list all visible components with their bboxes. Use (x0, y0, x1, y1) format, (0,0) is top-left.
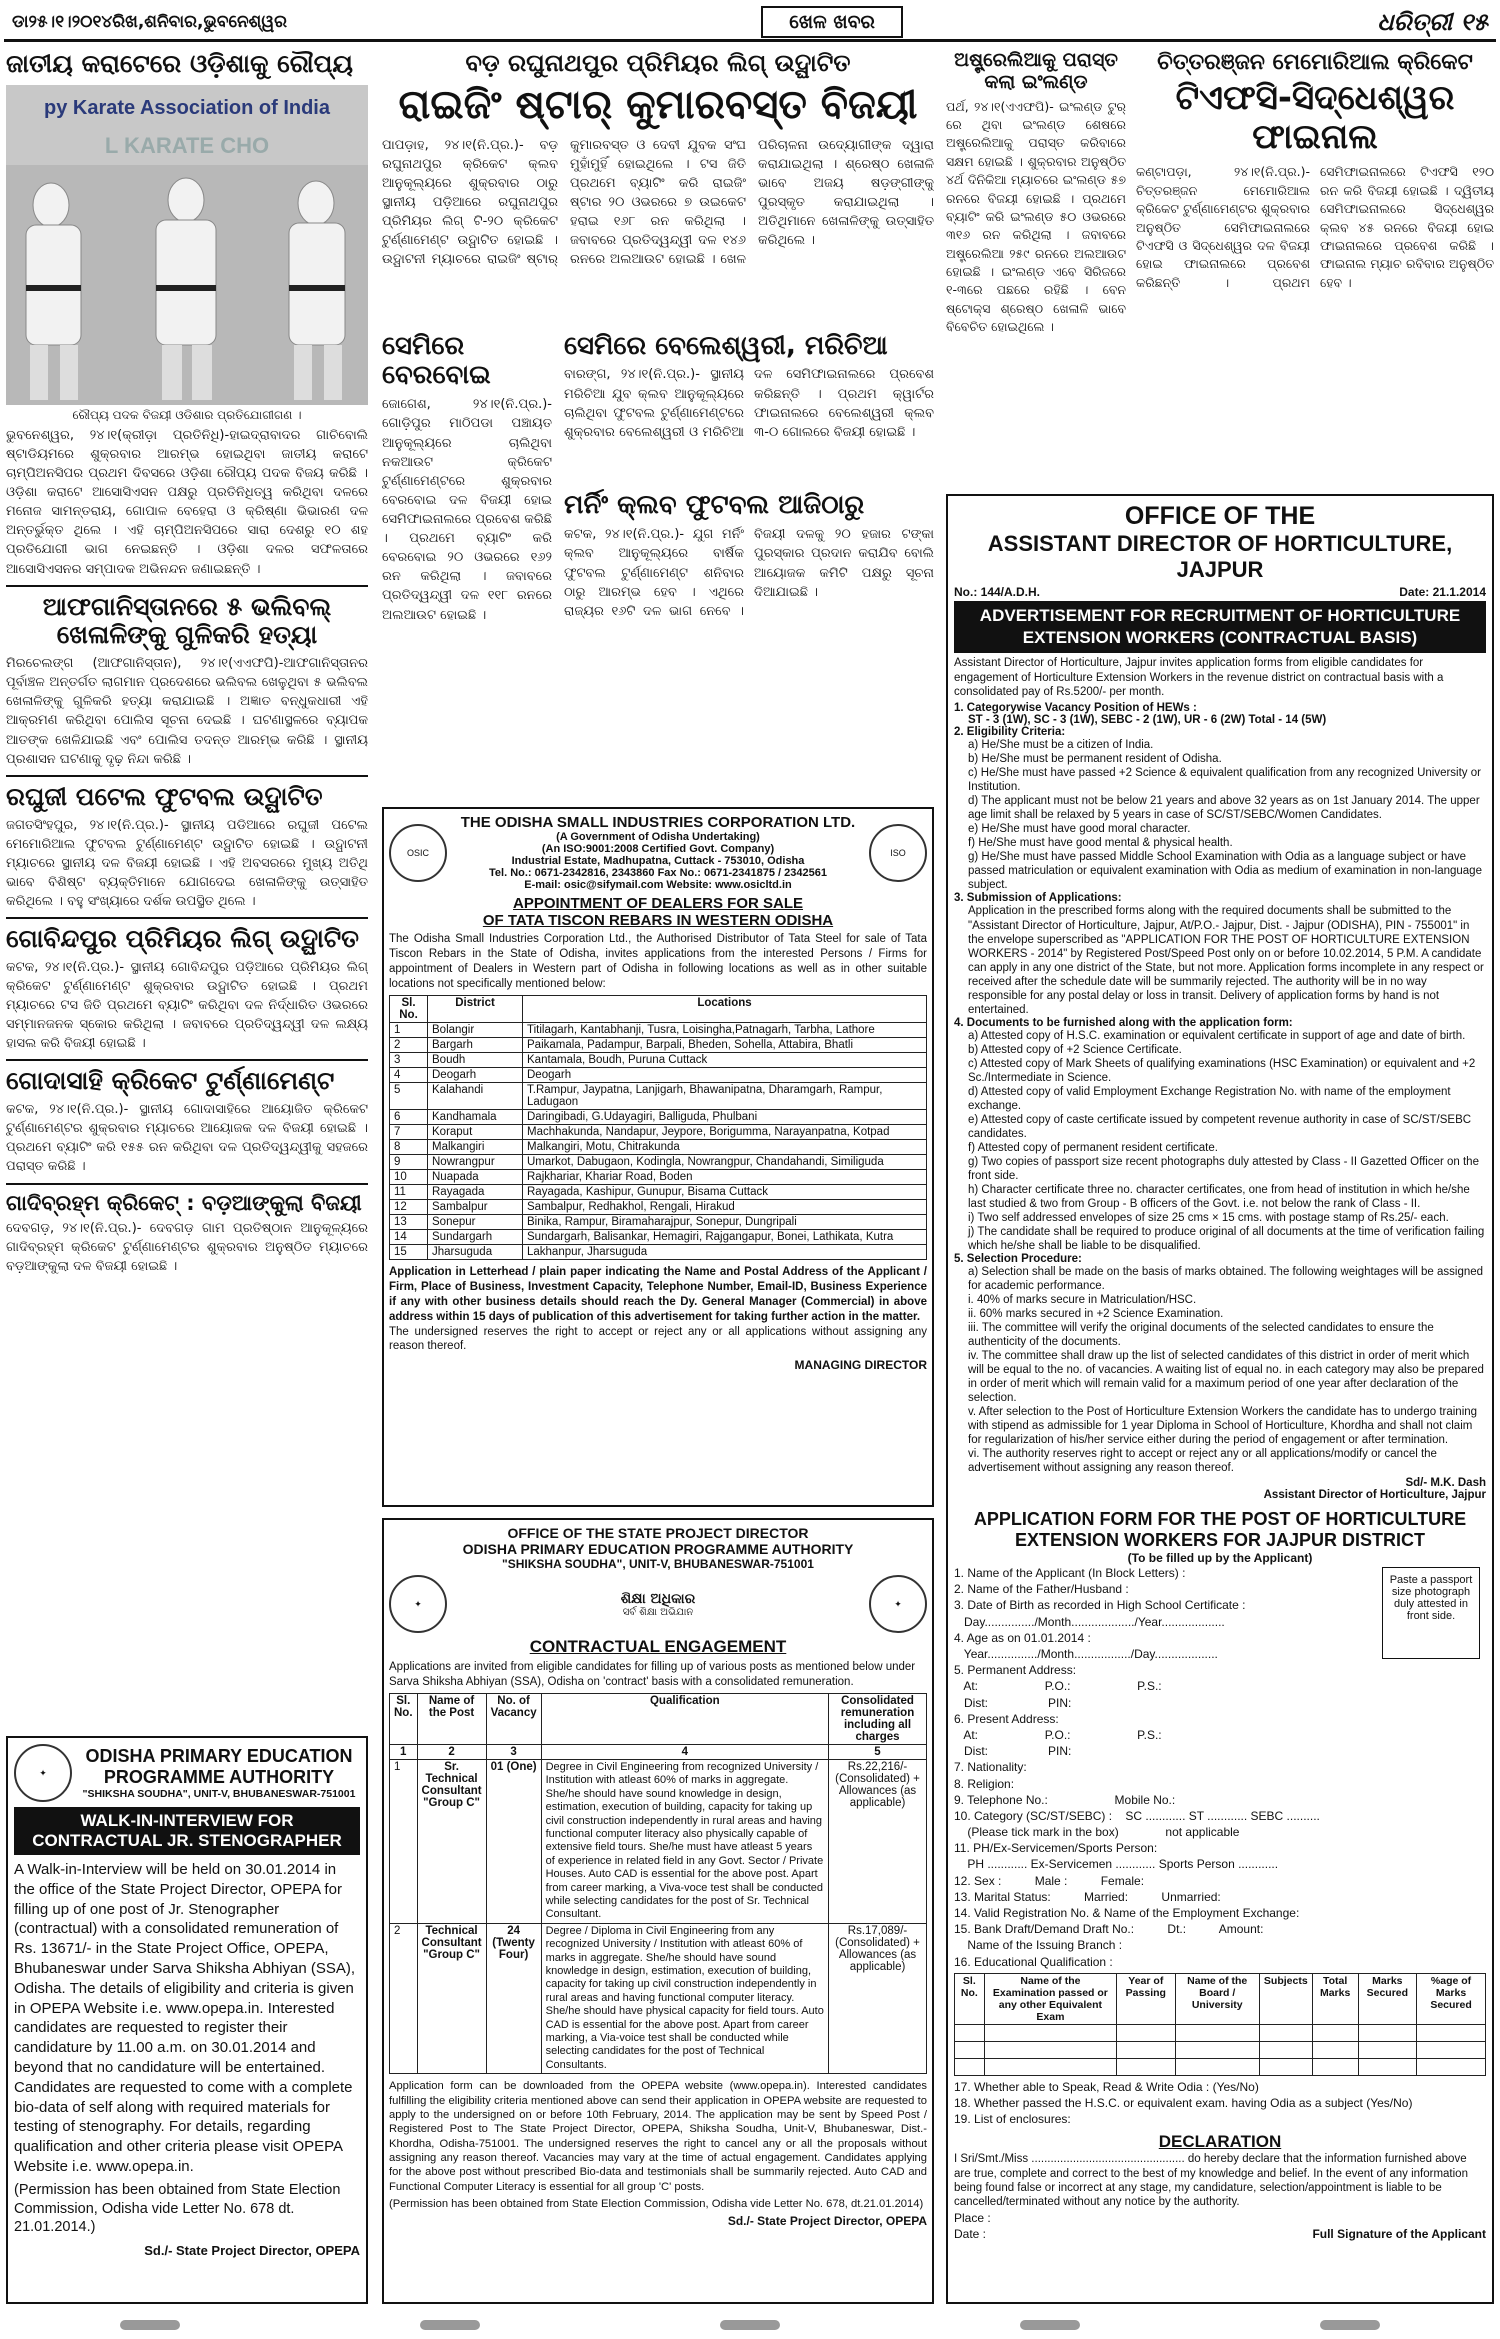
osic-cell-sl: 11 (390, 1184, 428, 1199)
opepa-contract-signature: Sd./- State Project Director, OPEPA (727, 2214, 927, 2229)
post-pay: Rs.17,089/- (Consolidated) + Allowances (as applicable) (829, 1923, 927, 2073)
chitta-kicker: ଚିତ୍ତରଞ୍ଜନ ମେମୋରିଆଲ କ୍ରିକେଟ (1157, 50, 1473, 75)
register-mark (120, 2320, 180, 2330)
table-row (390, 1082, 927, 1109)
form-field: 14. Valid Registration No. & Name of the Employment Exchange: (954, 1906, 1300, 1921)
osic-cell-district: Nowrangpur (428, 1154, 523, 1169)
horti-ref-no: No.: 144/A.D.H. (954, 585, 1041, 599)
osic-cell-locations: Rajkhariar, Khariar Road, Boden (523, 1169, 927, 1184)
list-item: f) He/She must have good mental & physical health. (968, 837, 1233, 850)
form-field: 5. Permanent Address: (954, 1663, 1077, 1678)
osic-cell-sl: 5 (390, 1082, 428, 1109)
osic-address: Industrial Estate, Madhupatna, Cuttack - 753010, Odisha (511, 855, 805, 867)
post-vacancy: 24 (Twenty Four) (486, 1923, 541, 2073)
table-row (390, 1109, 927, 1124)
table-row (390, 1169, 927, 1184)
opepa-contract-intro: Applications are invited from eligible candidates for filling up of various posts as mentioned below under Sarva Shiksha Abhiyan (SSA), Odisha on 'contract' basis with a consolidated remuneration. (389, 1661, 916, 1688)
osic-cell-district: Deogarh (428, 1067, 523, 1082)
opepa-walkin-title-1: ODISHA PRIMARY EDUCATION (85, 1746, 353, 1766)
form-field: 16. Educational Qualification : (954, 1954, 1113, 1969)
osic-col-district: District (428, 995, 523, 1022)
osic-cell-locations: Lakhanpur, Jharsuguda (523, 1244, 927, 1259)
opepa-seal-icon-2: ✦ (869, 1575, 927, 1633)
middle-column (382, 50, 934, 2308)
opepa-walkin-signature: Sd./- State Project Director, OPEPA (144, 2243, 360, 2259)
horti-s3-text: Application in the prescribed forms along with the required documents shall be submitted to the "Assistant Director of Horticulture, Jajpur, At/P.O.- Jajpur, Dist. - Jajpur (ODISHA), PIN - 755001" in the envelope superscribed as "APPLICATION FOR THE POST OF HORTICULTURE EXTENSION WORKERS - 2014" by Registered Post/Speed Post only on or before 10.02.2014, 5 P.M. A candidate can apply in any one district of the State, but not more. Application forms incomplete in any respect or received after the schedule date will be summarily rejected. The authority will be in no way responsible for any postal delay or loss in transit. Delivery of application forms by hand is not entertained. (968, 905, 1484, 1016)
horti-sig-1: Sd/- M.K. Dash (1405, 1477, 1486, 1490)
index-cell: 5 (829, 1744, 927, 1759)
form-field: Day.............../Month.................../Year................... (954, 1614, 1225, 1629)
osic-cell-sl: 4 (390, 1067, 428, 1082)
edu-col-header: Subjects (1259, 1973, 1312, 2024)
raghuji-headline: ରଘୁଜୀ ପଟେଲ ଫୁଟବଲ ଉଦ୍ଘାଟିତ (6, 781, 323, 811)
masthead (4, 4, 1496, 42)
osic-cell-district: Sambalpur (428, 1199, 523, 1214)
form-title-2: EXTENSION WORKERS FOR JAJPUR DISTRICT (1014, 1530, 1426, 1551)
post-name: Technical Consultant "Group C" (417, 1923, 486, 2073)
gadibrahma-body: ଦେବଗଡ଼, ୨୪।୧(ନି.ପ୍ର.)- ଦେବଗଡ଼ ଗାମ ପ୍ରତିଷ୍ଠାନ ଆନୁକୂଳ୍ୟରେ ଗାଦିବ୍ରହ୍ମ କ୍ରିକେଟ ଟୁର୍ଣ୍ଣାମେଣ୍ଟର ଶୁକ୍ରବାର ଅନୁଷ୍ଠିତ ମ୍ୟାଚରେ ବଡ଼ଆଙ୍କୁଲା ଦଳ ବିଜୟୀ ହୋଇଛି । (6, 1220, 368, 1274)
photo-banner-2: L KARATE CHO (104, 132, 270, 158)
osic-col-sl: Sl. No. (390, 995, 428, 1022)
post-name: Sr. Technical Consultant "Group C" (417, 1759, 486, 1923)
form-field: At: P.O.: P.S.: (954, 1679, 1162, 1694)
chitta-headline: ଟିଏଫସି-ସିଦ୍ଧେଶ୍ୱର ଫାଇନାଲ (1175, 78, 1455, 158)
osic-cell-sl: 1 (390, 1022, 428, 1037)
register-mark (420, 2320, 480, 2330)
table-row (955, 2041, 1486, 2058)
godasahi-headline: ଗୋଦାସାହି କ୍ରିକେଟ ଟୁର୍ଣ୍ଣାମେଣ୍ଟ (6, 1066, 335, 1096)
form-field: Dist: PIN: (954, 1744, 1072, 1759)
osic-iso: (An ISO:9001:2008 Certified Govt. Company) (541, 843, 775, 855)
form-field: 8. Religion: (954, 1776, 1015, 1791)
post-qualification: Degree in Civil Engineering from recognized University / Institution with atleast 60% of marks in aggregate. She/he should have sound knowledge in design, estimation, execution of building, capacity for taking up civil construction independently in rural areas and having functional computer literacy also physically capable of extensive field tours. She/he must have atleast 5 years of experience in related field in any Govt. Sector / Private Houses. Auto CAD is essential for the above post. Apart from career marking, a Viva-voce test shall be conducted while selecting candidates for the post of Sr. Technical Consultant. (541, 1759, 828, 1923)
table-row (390, 1923, 927, 2073)
osic-cell-district: Sundargarh (428, 1229, 523, 1244)
osic-cell-district: Koraput (428, 1124, 523, 1139)
opepa-contract-title-1: OFFICE OF THE STATE PROJECT DIRECTOR (507, 1525, 809, 1541)
form-field: 10. Category (SC/ST/SEBC) : SC ............ ST ............ SEBC .......... (954, 1808, 1320, 1823)
list-item: iv. The committee shall draw up the list of selected candidates of this district in order of merit which will be equal to the no. of vacancies. A waiting list of equal no. in each category may also be prepared in order of merit which will remain valid for a maximum period of one year after declaration of the selection. (968, 1349, 1484, 1404)
table-row (390, 1199, 927, 1214)
question-17: 17. Whether able to Speak, Read & Write Odia : (Yes/No) (954, 2079, 1259, 2094)
form-field: Dist: PIN: (954, 1695, 1072, 1710)
afghan-body: ମିରଚେଲଙ୍ଗ (ଆଫଗାନିସ୍ତାନ), ୨୪।୧(ଏଏଫପି)-ଆଫଗାନିସ୍ତାନର ପୂର୍ବାଞ୍ଚଳ ଅନ୍ତର୍ଗତ ଲାଗମାନ ପ୍ରଦେଶରେ ଭଲିବଲ ଖେଳୁଥିବା ୫ ଭଲିବଲ ଖେଳାଳିଙ୍କୁ ଗୁଳିକରି ହତ୍ୟା କରାଯାଇଛି । ଅଜ୍ଞାତ ବନ୍ଧୁକଧାରୀ ଏହି ଆକ୍ରମଣ କରିଥିବା ପୋଲିସ ସୂଚନା ଦେଇଛି । ଘଟଣାସ୍ଥଳରେ ବ୍ୟାପକ ଆତଙ୍କ ଖେଳିଯାଇଛି ଏବଂ ପୋଲିସ ତଦନ୍ତ ଆରମ୍ଭ କରିଛି । ସ୍ଥାନୀୟ ପ୍ରଶାସନ ଘଟଣାକୁ ଦୃଢ଼ ନିନ୍ଦା କରିଛି । (6, 656, 368, 767)
osic-logo-icon: OSIC (389, 824, 447, 882)
form-field: 15. Bank Draft/Demand Draft No.: Dt.: Amount: (954, 1922, 1264, 1937)
horti-sig-2: Assistant Director of Horticulture, Jajpur (1263, 1489, 1486, 1502)
afghan-headline: ଆଫଗାନିସ୍ତାନରେ ୫ ଭଲିବଲ୍ ଖେଳାଳିଙ୍କୁ ଗୁଳିକରି ହତ୍ୟା (42, 591, 332, 650)
osic-cell-sl: 15 (390, 1244, 428, 1259)
raghunathpur-body: ପାପଡ଼ାହ, ୨୪।୧(ନି.ପ୍ର.)- ବଡ଼ ରଘୁନାଥପୁର କ୍ରିକେଟ କ୍ଲବ ଆନୁକୂଲ୍ୟରେ ଶୁକ୍ରବାର ଠାରୁ ସ୍ଥାନୀୟ ପଡ଼ିଆରେ ରଘୁନାଥପୁର ପ୍ରିମିୟର ଲିଗ୍ ଟି-୨୦ କ୍ରିକେଟ ଟୁର୍ଣ୍ଣାମେଣ୍ଟ ଉଦ୍ଘାଟିତ ହୋଇଛି । ଉଦ୍ଘାଟନୀ ମ୍ୟାଚରେ ରାଇଜିଂ ଷ୍ଟାର୍ କୁମାରବସ୍ତ ଓ ଦେବୀ ଯୁବକ ସଂଘ ମୁହାଁମୁହିଁ ହୋଇଥିଲେ । ଟସ ଜିତି ପ୍ରଥମେ ବ୍ୟାଟିଂ କରି ରାଇଜିଂ ଷ୍ଟାର ୨୦ ଓଭରରେ ୭ ଉଇକେଟ ହରାଇ ୧୬୮ ରନ କରିଥିଲା । ଜବାବରେ ପ୍ରତିଦ୍ୱନ୍ଦ୍ୱୀ ଦଳ ୧୪୬ ରନରେ ଅଲଆଉଟ ହୋଇଛି । ଖେଳ ପରିଚାଳନା ଉଦ୍ୟୋଗୀଙ୍କ ଦ୍ୱାରା କରାଯାଇଥିଲା । ଶ୍ରେଷ୍ଠ ଖେଳାଳି ଭାବେ ଅଜୟ ଷଡ଼ଙ୍ଗୀଙ୍କୁ ପୁରସ୍କୃତ କରାଯାଇଥିଲା । ଅତିଥିମାନେ ଖେଳାଳିଙ୍କୁ ଉତ୍ସାହିତ କରିଥିଲେ । (382, 137, 934, 268)
osic-cell-district: Bargarh (428, 1037, 523, 1052)
form-field: Year.............../Month................./Day................... (954, 1647, 1218, 1662)
osic-cell-locations: Malkangiri, Motu, Chitrakunda (523, 1139, 927, 1154)
form-field: PH ............ Ex-Servicemen ............ Sports Person ............ (954, 1857, 1279, 1872)
semi-berboi-headline: ସେମିରେ ବେରବୋଇ (382, 330, 491, 391)
osic-cell-district: Malkangiri (428, 1139, 523, 1154)
table-row (390, 1759, 927, 1923)
karate-body: ଭୁବନେଶ୍ୱର, ୨୪।୧(କ୍ରୀଡ଼ା ପ୍ରତିନିଧି)-ହାଇଦ୍ରାବାଦର ଗାଚିବୋଲି ଷ୍ଟାଡିୟମରେ ଶୁକ୍ରବାର ଆରମ୍ଭ ହୋଇଥିବା ଜାତୀୟ କରାଟେ ଚାମ୍ପିଅନସିପର ପ୍ରଥମ ଦିବସରେ ଓଡ଼ିଶା ରୌପ୍ୟ ପଦକ ବିଜୟ କରିଛି । ଓଡ଼ିଶା କରାଟେ ଆସୋସିଏସନ ପକ୍ଷରୁ ପ୍ରତିନିଧିତ୍ୱ କରିଥିବା ଦଳରେ ମନୋଜ ସାମନ୍ତରାୟ, ଗୋପାଳ ବେହେରା ଓ କ୍ରିଷ୍ଣା ଭିଭାରଣ ଦଳ ଅନ୍ତର୍ଭୁକ୍ତ ଥିଲେ । ଏହି ଚାମ୍ପିଅନସିପରେ ସାରା ଦେଶରୁ ୧୦ ଶହ ପ୍ରତିଯୋଗୀ ଭାଗ ନେଇଛନ୍ତି । ଓଡ଼ିଶା ଦଳର ସଫଳତାରେ ଆସୋସିଏସନର ସମ୍ପାଦକ ଅଭିନନ୍ଦନ ଜଣାଇଛନ୍ତି । (6, 427, 368, 577)
form-field: 13. Marital Status: Married: Unmarried: (954, 1889, 1221, 1904)
osic-cell-district: Nuapada (428, 1169, 523, 1184)
osic-footer-2: The undersigned reserves the right to accept or reject any or all applications without assigning any reason thereof. (389, 1325, 927, 1353)
table-row (390, 1067, 927, 1082)
horti-office: OFFICE OF THE (1124, 502, 1316, 530)
karate-photo (6, 85, 368, 405)
question-19: 19. List of enclosures: (954, 2112, 1071, 2127)
form-field: 11. PH/Ex-Servicemen/Sports Person: (954, 1841, 1158, 1856)
edu-col-header: Name of the Board / University (1175, 1973, 1259, 2024)
post-sl: 2 (390, 1923, 418, 2073)
list-item: f) Attested copy of permanent resident certificate. (968, 1141, 1218, 1154)
osic-cell-district: Jharsuguda (428, 1244, 523, 1259)
list-item: a) He/She must be a citizen of India. (968, 739, 1154, 752)
horti-s5: 5. Selection Procedure: (954, 1252, 1082, 1265)
edu-col-header: %age of Marks Secured (1417, 1973, 1486, 2024)
marning-body: କଟକ, ୨୪।୧(ନି.ପ୍ର.)- ଯୁଗ ମର୍ନିଂ କ୍ଲବ ଆନୁକୂଲ୍ୟରେ ବାର୍ଷିକ ଫୁଟବଲ ଟୁର୍ଣ୍ଣାମେଣ୍ଟ ଶନିବାର ଠାରୁ ଆରମ୍ଭ ହେବ । ଏଥିରେ ରାଜ୍ୟର ୧୬ଟି ଦଳ ଭାଗ ନେବେ । ବିଜୟୀ ଦଳକୁ ୨୦ ହଜାର ଟଙ୍କା ପୁରସ୍କାର ପ୍ରଦାନ କରାଯିବ ବୋଲି ଆୟୋଜକ କମିଟି ପକ୍ଷରୁ ସୂଚନା ଦିଆଯାଇଛି । (564, 527, 934, 619)
declaration-text: I Sri/Smt./Miss ................................................ do hereby declare that the information furnished above are true, complete and correct to the best of my knowledge and belief. In the event of any information being found false or incorrect at any stage, my candidature, selection/appointment is liable to be cancelled/terminated without any notice by the authority. (954, 2153, 1468, 2209)
osic-cell-district: Sonepur (428, 1214, 523, 1229)
list-item: e) He/She must have good moral character. (968, 823, 1191, 836)
godasahi-body: କଟକ, ୨୪।୧(ନି.ପ୍ର.)- ସ୍ଥାନୀୟ ଗୋଦାସାହିରେ ଆୟୋଜିତ କ୍ରିକେଟ ଟୁର୍ଣ୍ଣାମେଣ୍ଟର ଶୁକ୍ରବାର ମ୍ୟାଚରେ ଆୟୋଜକ ଦଳ ବିଜୟୀ ହୋଇଛି । ପ୍ରଥମେ ବ୍ୟାଟିଂ କରି ୧୫୫ ରନ କରିଥିବା ଦଳ ପ୍ରତିଦ୍ୱନ୍ଦ୍ୱୀକୁ ସହଜରେ ପରାସ୍ତ କରିଛି । (6, 1102, 368, 1175)
edu-col-header: Sl. No. (955, 1973, 985, 2024)
marning-headline: ମର୍ନିଂ କ୍ଲବ ଫୁଟବଲ ଆଜିଠାରୁ (564, 490, 865, 521)
table-row (390, 1052, 927, 1067)
osic-cell-sl: 9 (390, 1154, 428, 1169)
table-row (390, 1229, 927, 1244)
horti-title: ASSISTANT DIRECTOR OF HORTICULTURE, JAJPUR (987, 531, 1453, 582)
opepa-contract-footer: Application form can be downloaded from the OPEPA website (www.opepa.in). Interested candidates fulfilling the eligibility criteria mentioned above can send their application in OPEPA website are requested to apply to the undersigned on or before 10th February, 2014. The application may be sent by Speed Post / Registered Post to The State Project Director, OPEPA, Shiksha Soudha, Unit-V, Bhubaneswar, Dist.- Khordha, Odisha-751001. The undersigned reserves the right to cancel any or all the proposals without assigning any reason thereof. Vacancies may vary at the time of actual engagement. Candidates applying for the above post without prescribed Bio-data and testimonials shall be summarily rejected. Auto CAD and Functional Computer Literacy is essential for all group 'C' posts. (389, 2080, 927, 2193)
ssa-logo-sub: ସର୍ବ ଶିକ୍ଷା ଅଭିଯାନ (622, 1606, 694, 1618)
osic-cell-locations: Sundargarh, Balisankar, Hemagiri, Rajgangapur, Bonei, Lathikata, Kutra (523, 1229, 927, 1244)
osic-cell-district: Rayagada (428, 1184, 523, 1199)
page-footer-marks (0, 2312, 1500, 2338)
posts-col-vacancy: No. of Vacancy (486, 1693, 541, 1744)
table-row (390, 1214, 927, 1229)
osic-cell-locations: Kantamala, Boudh, Puruna Cuttack (523, 1052, 927, 1067)
form-field: 4. Age as on 01.01.2014 : (954, 1630, 1091, 1645)
osic-cell-sl: 13 (390, 1214, 428, 1229)
list-item: j) The candidate shall be required to produce original of all documents at the time of verification failing which he/she shall be liable to be disqualified. (968, 1225, 1485, 1252)
osic-cell-sl: 10 (390, 1169, 428, 1184)
gobindpur-body: କଟକ, ୨୪।୧(ନି.ପ୍ର.)- ସ୍ଥାନୀୟ ଗୋବିନ୍ଦପୁର ପଡ଼ିଆରେ ପ୍ରିମିୟର ଲିଗ୍ କ୍ରିକେଟ ଟୁର୍ଣ୍ଣାମେଣ୍ଟ ଶୁକ୍ରବାର ଉଦ୍ଘାଟିତ ହୋଇଛି । ପ୍ରଥମ ମ୍ୟାଚରେ ଟସ ଜିତି ପ୍ରଥମେ ବ୍ୟାଟିଂ କରିଥିବା ଦଳ ନିର୍ଦ୍ଧାରିତ ଓଭରରେ ସମ୍ମାନଜନକ ସ୍କୋର କରିଥିଲା । ଜବାବରେ ପ୍ରତିଦ୍ୱନ୍ଦ୍ୱୀ ଦଳ ଲକ୍ଷ୍ୟ ହାସଲ କରି ବିଜୟୀ ହୋଇଛି । (6, 959, 368, 1052)
list-item: c) Attested copy of Mark Sheets of qualifying examinations (HSC Examination) or equivalent and +2 Sc./Intermediate in Science. (968, 1057, 1476, 1084)
osic-cell-locations: Daringibadi, G.Udayagiri, Balliguda, Phulbani (523, 1109, 927, 1124)
list-item: a) Selection shall be made on the basis of marks obtained. The following weightages will be assigned for academic performance. (968, 1265, 1484, 1292)
place-label: Place : (954, 2210, 991, 2225)
table-row (390, 1124, 927, 1139)
eligibility-list (954, 738, 1486, 892)
horti-intro: Assistant Director of Horticulture, Jajpur invites application forms from eligible candidates for engagement of Horticulture Extension Workers in the revenue district on contractual basis with a consolidated pay of Rs.5200/- per month. (954, 657, 1444, 698)
horti-s1-detail: ST - 3 (1W), SC - 3 (1W), SEBC - 2 (1W), UR - 6 (2W) Total - 14 (5W) (968, 714, 1327, 727)
register-mark (1320, 2320, 1380, 2330)
osic-sub: (A Government of Odisha Undertaking) (556, 831, 760, 843)
right-column (946, 50, 1494, 2308)
gobindpur-headline: ଗୋବିନ୍ଦପୁର ପ୍ରିମିୟର ଲିଗ୍ ଉଦ୍ଘାଟିତ (6, 924, 360, 954)
osic-email: E-mail: osic@sifymail.com Website: www.osicltd.in (524, 879, 792, 891)
osic-cell-locations: Deogarh (523, 1067, 927, 1082)
register-mark (1020, 2320, 1080, 2330)
full-signature-label: Full Signature of the Applicant (1312, 2227, 1486, 2242)
list-item: b) He/She must be permanent resident of Odisha. (968, 753, 1222, 766)
osic-cell-sl: 3 (390, 1052, 428, 1067)
opepa-contract-address: "SHIKSHA SOUDHA", UNIT-V, BHUBANESWAR-751001 (502, 1557, 814, 1571)
list-item: vi. The authority reserves right to accept or reject any or all applications/modify or cancel the advertisement without assigning any reason thereof. (968, 1448, 1437, 1475)
opepa-walkin-body: A Walk-in-Interview will be held on 30.01.2014 in the office of the State Project Director, OPEPA for filling up of one post of Jr. Stenographer (contractual) with a consolidated remuneration of Rs. 13671/- in the State Project Office, OPEPA, Bhubaneswar under Sarva Shiksha Abhiyan (SSA), Odisha. The details of eligibility and criteria is given in OPEPA Website i.e. www.opepa.in. Interested candidates are requested to register their candidature by 11.00 a.m. on 30.01.2014 and beyond that no candidature will be entertained. Candidates are requested to come with a complete bio-data of self along with required materials for testing of stenography. For details, regarding qualification and other criteria please visit OPEPA Website i.e. www.opepa.in. (14, 1861, 356, 2175)
index-cell: 1 (390, 1744, 418, 1759)
issue-date: ଡା୨୫।୧।୨୦୧୪ରିଖ,ଶନିବାର,ଭୁବନେଶ୍ୱର (12, 11, 288, 32)
osic-footer: Application in Letterhead / plain paper indicating the Name and Postal Address of the Applicant / Firm, Place of Business, Investment Capacity, Telephone Number, Email-ID, Business Experience if any with other business details should reach the Dy. General Manager (Commercial) in above address within 15 days of publication of this advertisement for taking further action in the matter. (389, 1265, 927, 1323)
opepa-walkin-permission: (Permission has been obtained from State Election Commission, Odisha vide Letter No. 678 dt. 21.01.2014.) (14, 2181, 341, 2236)
horti-s1: 1. Categorywise Vacancy Position of HEWs : (954, 702, 1197, 715)
osic-cell-sl: 14 (390, 1229, 428, 1244)
form-field: At: P.O.: P.S.: (954, 1727, 1162, 1742)
karate-headline: ଜାତୀୟ କରାଟେରେ ଓଡ଼ିଶାକୁ ରୌପ୍ୟ (6, 50, 354, 78)
list-item: iii. The committee will verify the original documents of the selected candidates to ensure the authenticity of the documents. (968, 1321, 1434, 1348)
education-table (954, 1973, 1486, 2076)
list-item: i) Two self addressed envelopes of size 25 cms × 15 cms. with postage stamp of Rs.25/- each. (968, 1211, 1449, 1224)
semi-beleswari-headline: ସେମିରେ ବେଲେଶ୍ୱରୀ, ମରିଚିଆ (564, 330, 888, 361)
table-row (390, 1022, 927, 1037)
gadibrahma-headline: ଗାଦିବ୍ରହ୍ମ କ୍ରିକେଟ୍ : ବଡ଼ଆଙ୍କୁଲା ବିଜୟୀ (6, 1190, 362, 1215)
photo-caption: ରୌପ୍ୟ ପଦକ ବିଜୟୀ ଓଡିଶାର ପ୍ରତିଯୋଗୀଗଣ । (72, 407, 302, 422)
osic-cell-district: Kandhamala (428, 1109, 523, 1124)
table-row (955, 2058, 1486, 2075)
list-item: ii. 60% marks secured in +2 Science Examination. (968, 1307, 1224, 1320)
australia-body: ପର୍ଥ, ୨୪।୧(ଏଏଫପି)- ଇଂଲଣ୍ଡ ଟୁର୍ ରେ ଥିବା ଇଂଲଣ୍ଡ ଶେଷରେ ଅଷ୍ଟ୍ରେଲିଆକୁ ପରାସ୍ତ କରିବାରେ ସକ୍ଷମ ହୋଇଛି । ଶୁକ୍ରବାର ଅନୁଷ୍ଠିତ ୪ର୍ଥ ଦିନିକିଆ ମ୍ୟାଚରେ ଇଂଲଣ୍ଡ ୫୭ ରନରେ ବିଜୟୀ ହୋଇଛି । ପ୍ରଥମେ ବ୍ୟାଟିଂ କରି ଇଂଲଣ୍ଡ ୫୦ ଓଭରରେ ୩୧୬ ରନ କରିଥିଲା । ଜବାବରେ ଅଷ୍ଟ୍ରେଲିଆ ୨୫୯ ରନରେ ଅଲଆଉଟ ହୋଇଛି । ଇଂଲଣ୍ଡ ଏବେ ସିରିଜରେ ୧-୩ରେ ପଛରେ ରହିଛି । ବେନ ଷ୍ଟୋକ୍ସ ଶ୍ରେଷ୍ଠ ଖେଳାଳି ଭାବେ ବିବେଚିତ ହୋଇଥିଲେ । (946, 98, 1126, 335)
osic-cell-locations: Machhakunda, Nandapur, Jeypore, Borigumma, Narayanpatna, Kotpad (523, 1124, 927, 1139)
semi-beleswari-body: ବାରଙ୍ଗ, ୨୪।୧(ନି.ପ୍ର.)- ସ୍ଥାନୀୟ ମରିଚିଆ ଯୁବ କ୍ଲବ ଆନୁକୂଲ୍ୟରେ ଚାଲିଥିବା ଫୁଟବଲ ଟୁର୍ଣ୍ଣାମେଣ୍ଟରେ ଶୁକ୍ରବାର ବେଲେଶ୍ୱରୀ ଓ ମରିଚିଆ ଦଳ ସେମିଫାଇନାଲରେ ପ୍ରବେଶ କରିଛନ୍ତି । ପ୍ରଥମ କ୍ୱାର୍ଟର ଫାଇନାଲରେ ବେଲେଶ୍ୱରୀ କ୍ଲବ ୩-୦ ଗୋଲରେ ବିଜୟୀ ହୋଇଛି । (564, 367, 934, 440)
opepa-contract-permission: (Permission has been obtained from State Election Commission, Odisha vide Letter No. 678, dt.21.01.2014) (389, 2197, 924, 2210)
index-cell: 3 (486, 1744, 541, 1759)
osic-cell-sl: 8 (390, 1139, 428, 1154)
opepa-walkin-ad (6, 1736, 368, 2304)
list-item: d) The applicant must not be below 21 years and above 32 years as on 1st January 2014. The upper age limit shall be relaxed by 5 years in case of SC/ST/SEBC/Women Candidates. (968, 795, 1480, 822)
australia-headline: ଅଷ୍ଟ୍ରେଲିଆକୁ ପରାସ୍ତ କଲା ଇଂଲଣ୍ଡ (954, 50, 1118, 93)
index-cell: 4 (541, 1744, 828, 1759)
horti-date: Date: 21.1.2014 (1399, 585, 1486, 599)
osic-heading-2: OF TATA TISCON REBARS IN WESTERN ODISHA (482, 912, 834, 929)
opepa-contract-heading: CONTRACTUAL ENGAGEMENT (529, 1637, 787, 1656)
raghunathpur-headline: ରାଇଜିଂ ଷ୍ଟାର୍ କୁମାରବସ୍ତ ବିଜୟୀ (398, 81, 918, 128)
table-row (390, 1184, 927, 1199)
osic-cell-locations: Titilagarh, Kantabhanji, Tusra, Loisingha,Patnagarh, Tarbha, Lathore (523, 1022, 927, 1037)
osic-cell-district: Boudh (428, 1052, 523, 1067)
form-field: 6. Present Address: (954, 1711, 1059, 1726)
edu-col-header: Marks Secured (1358, 1973, 1416, 2024)
list-item: v. After selection to the Post of Horticulture Extension Workers the candidate has to undergo training with stipend as admissible for 1 year Diploma in School of Horticulture, Khordha and shall not claim for regularization of his/her service either during the period of engagement or after termination. (968, 1406, 1478, 1447)
list-item: c) He/She must have passed +2 Science & equivalent qualification from any recognized University or Institution. (968, 767, 1481, 794)
list-item: a) Attested copy of H.S.C. examination or equivalent certificate in support of age and date of birth. (968, 1029, 1466, 1042)
documents-list (954, 1029, 1486, 1253)
declaration-title: DECLARATION (1158, 2132, 1282, 2152)
photo-banner: py Karate Association of India (44, 96, 330, 119)
table-row (390, 1154, 927, 1169)
semi-berboi-body: ଜୋଗେଶ, ୨୪।୧(ନି.ପ୍ର.)- ଗୋଡ଼ିପୁର ମାଠିପଡା ପଞ୍ଚାୟତ ଆନୁକୂଲ୍ୟରେ ଚାଲିଥିବା ନକଆଉଟ କ୍ରିକେଟ ଟୁର୍ଣ୍ଣାମେଣ୍ଟରେ ଶୁକ୍ରବାର ବେରବୋଇ ଦଳ ବିଜୟୀ ହୋଇ ସେମିଫାଇନାଲରେ ପ୍ରବେଶ କରିଛି । ପ୍ରଥମେ ବ୍ୟାଟିଂ କରି ବେରବୋଇ ୨୦ ଓଭରରେ ୧୬୨ ରନ କରିଥିଲା । ଜବାବରେ ପ୍ରତିଦ୍ୱନ୍ଦ୍ୱୀ ଦଳ ୧୧୮ ରନରେ ଅଲଆଉଟ ହୋଇଛି । (382, 397, 552, 623)
form-field: 7. Nationality: (954, 1760, 1027, 1775)
osic-cell-sl: 12 (390, 1199, 428, 1214)
opepa-walkin-title-2: PROGRAMME AUTHORITY (103, 1767, 335, 1787)
osic-cell-locations: T.Rampur, Jaypatna, Lanjigarh, Bhawanipatna, Dharamgarh, Rampur, Ladugaon (523, 1082, 927, 1109)
osic-cell-district: Kalahandi (428, 1082, 523, 1109)
opepa-seal-icon: ✦ (14, 1744, 72, 1802)
opepa-contract-ad (382, 1518, 934, 2304)
form-field: 12. Sex : Male : Female: (954, 1873, 1145, 1888)
page-number: ଧରିତ୍ରୀ ୧୫ (1377, 7, 1488, 36)
osic-dealer-ad (382, 807, 934, 1507)
karate-players-image (6, 85, 368, 405)
posts-col-qualification: Qualification (541, 1693, 828, 1744)
list-item: e) Attested copy of caste certificate issued by competent revenue authority in case of SC/ST/SEBC candidates. (968, 1113, 1472, 1140)
index-cell: 2 (417, 1744, 486, 1759)
posts-col-post: Name of the Post (417, 1693, 486, 1744)
osic-cell-locations: Rayagada, Kashipur, Gunupur, Bisama Cuttack (523, 1184, 927, 1199)
shiksha-adhikar-logo: ଶିକ୍ଷା ଅଧିକାର (620, 1590, 696, 1607)
photo-paste-box: Paste a passport size photograph duly attested in front side. (1382, 1567, 1480, 1659)
post-vacancy: 01 (One) (486, 1759, 541, 1923)
horticulture-ad (946, 494, 1494, 2304)
osic-locations-table (389, 995, 927, 1260)
opepa-walkin-banner: WALK-IN-INTERVIEW FOR CONTRACTUAL JR. STENOGRAPHER (14, 1807, 360, 1855)
table-row (390, 1244, 927, 1259)
register-mark (720, 2320, 780, 2330)
left-column (6, 50, 368, 2308)
osic-cell-locations: Sambalpur, Redhakhol, Rengali, Hirakud (523, 1199, 927, 1214)
form-field: 3. Date of Birth as recorded in High School Certificate : (954, 1598, 1246, 1613)
opepa-contract-title-2: ODISHA PRIMARY EDUCATION PROGRAMME AUTHORITY (462, 1541, 854, 1557)
form-title-1: APPLICATION FORM FOR THE POST OF HORTICULTURE (973, 1509, 1467, 1530)
form-field: 2. Name of the Father/Husband : (954, 1582, 1129, 1597)
post-pay: Rs.22,216/- (Consolidated) + Allowances (as applicable) (829, 1759, 927, 1923)
form-subtitle: (To be filled up by the Applicant) (1127, 1551, 1313, 1566)
osic-cell-locations: Umarkot, Dabugaon, Kodingla, Nowrangpur, Chandahandi, Similiguda (523, 1154, 927, 1169)
raghunathpur-kicker: ବଡ଼ ରଘୁନାଥପୁର ପ୍ରିମିୟର ଲିଗ୍ ଉଦ୍ଘାଟିତ (465, 50, 851, 77)
edu-col-header: Name of the Examination passed or any other Equivalent Exam (984, 1973, 1116, 2024)
list-item: i. 40% of marks secure in Matriculation/HSC. (968, 1293, 1197, 1306)
osic-cell-locations: Paikamala, Padampur, Barpali, Bheden, Sohella, Attabira, Bhatli (523, 1037, 927, 1052)
iso-badge-icon: ISO (869, 824, 927, 882)
table-row (390, 1037, 927, 1052)
osic-signature: MANAGING DIRECTOR (794, 1358, 927, 1373)
osic-heading-1: APPOINTMENT OF DEALERS FOR SALE (512, 895, 803, 912)
opepa-walkin-address: "SHIKSHA SOUDHA", UNIT-V, BHUBANESWAR-751001 (82, 1788, 356, 1800)
selection-list (954, 1265, 1486, 1475)
osic-name: THE ODISHA SMALL INDUSTRIES CORPORATION LTD. (460, 814, 856, 831)
table-row (390, 1139, 927, 1154)
raghuji-body: ଜଗତସିଂହପୁର, ୨୪।୧(ନି.ପ୍ର.)- ସ୍ଥାନୀୟ ପଡିଆରେ ରଘୁଜୀ ପଟେଲ ମେମୋରିଆଲ ଫୁଟବଲ ଟୁର୍ଣ୍ଣାମେଣ୍ଟ ଉଦ୍ଘାଟିତ ହୋଇଛି । ଉଦ୍ଘାଟନୀ ମ୍ୟାଚରେ ସ୍ଥାନୀୟ ଦଳ ବିଜୟୀ ହୋଇଛି । ଏହି ଅବସରରେ ମୁଖ୍ୟ ଅତିଥି ଭାବେ ବିଶିଷ୍ଟ ବ୍ୟକ୍ତିମାନେ ଯୋଗଦେଇ ଖେଳାଳିଙ୍କୁ ଉତ୍ସାହିତ କରିଥିଲେ । ବହୁ ସଂଖ୍ୟାରେ ଦର୍ଶକ ଉପସ୍ଥିତ ଥିଲେ । (6, 817, 368, 909)
osic-cell-sl: 7 (390, 1124, 428, 1139)
date-label: Date : (954, 2227, 987, 2242)
form-field: (Please tick mark in the box) not applicable (954, 1825, 1240, 1840)
edu-col-header: Year of Passing (1117, 1973, 1175, 2024)
horti-s4: 4. Documents to be furnished along with the application form: (954, 1016, 1293, 1029)
osic-cell-district: Bolangir (428, 1022, 523, 1037)
osic-tel: Tel. No.: 0671-2342816, 2343860 Fax No.: 0671-2341875 / 2342561 (489, 867, 827, 879)
list-item: h) Character certificate three no. character certificates, one from head of institution in which he/she last studied & two from Group - B officers of the Govt. i.e. not below the rank of Class - II. (968, 1183, 1470, 1210)
edu-col-header: Total Marks (1312, 1973, 1358, 2024)
list-item: d) Attested copy of valid Employment Exchange Registration No. with name of the employment exchange. (968, 1085, 1451, 1112)
osic-cell-sl: 6 (390, 1109, 428, 1124)
osic-cell-sl: 2 (390, 1037, 428, 1052)
osic-intro: The Odisha Small Industries Corporation Ltd., the Authorised Distributor of Tata Steel for sale of Tata Tiscon Rebars in the State of Odisha, invites applications from the interested Persons / Firms for appointment of Dealers in Western part of Odisha in following locations as well as in other suitable locations not specifically mentioned below: (389, 933, 927, 990)
opepa-emblem-icon: ✦ (389, 1575, 447, 1633)
list-item: g) Two copies of passport size recent photographs duly attested by Class - II Gazetted Officer on the front side. (968, 1155, 1479, 1182)
form-field: 1. Name of the Applicant (In Block Letters) : (954, 1566, 1186, 1581)
osic-col-locations: Locations (523, 995, 927, 1022)
horti-s2: 2. Eligibility Criteria: (954, 726, 1066, 739)
list-item: g) He/She must have passed Middle School Examination with Odia as a language subject or have passed matriculation or equivalent examination with Odia as medium of examination in non-language subject. (968, 851, 1482, 892)
section-title: ଖେଳ ଖବର (761, 6, 903, 38)
posts-col-pay: Consolidated remuneration including all charges (829, 1693, 927, 1744)
horti-s3: 3. Submission of Applications: (954, 892, 1122, 905)
chitta-body: କଣ୍ଟାପଡ଼ା, ୨୪।୧(ନି.ପ୍ର.)- ଚିତ୍ତରଞ୍ଜନ ମେମୋରିଆଲ କ୍ରିକେଟ ଟୁର୍ଣ୍ଣାମେଣ୍ଟର ଶୁକ୍ରବାର ଅନୁଷ୍ଠିତ ସେମିଫାଇନାଲରେ ଟିଏଫସି ଓ ସିଦ୍ଧେଶ୍ୱର ଦଳ ବିଜୟୀ ହୋଇ ଫାଇନାଲରେ ପ୍ରବେଶ କରିଛନ୍ତି । ପ୍ରଥମ ସେମିଫାଇନାଲରେ ଟିଏଫସି ୧୨୦ ରନ କରି ବିଜୟୀ ହୋଇଛି । ଦ୍ୱିତୀୟ ସେମିଫାଇନାଲରେ ସିଦ୍ଧେଶ୍ୱର କ୍ଲବ ୪୫ ରନରେ ବିଜୟୀ ହୋଇ ଫାଇନାଲରେ ପ୍ରବେଶ କରିଛି । ଫାଇନାଲ ମ୍ୟାଚ ରବିବାର ଅନୁଷ୍ଠିତ ହେବ । (1136, 164, 1494, 290)
posts-col-sl: Sl. No. (390, 1693, 418, 1744)
post-sl: 1 (390, 1759, 418, 1923)
question-18: 18. Whether passed the H.S.C. or equivalent exam. having Odia as a subject (Yes/No) (954, 2095, 1413, 2110)
table-row (955, 2024, 1486, 2041)
form-field: Name of the Issuing Branch : (954, 1938, 1123, 1953)
post-qualification: Degree / Diploma in Civil Engineering from any recognized University / Institution with atleast 60% of marks in aggregate. She/he should have sound knowledge in design, estimation, execution of building, capacity for taking up civil construction independently in rural areas and having functional computer literacy. She/he should have physical capacity for field tours. Auto CAD is essential for the above post. Apart from career marking, a Via-voice test shall be conducted while selecting candidates for the post of Technical Consultants. (541, 1923, 828, 2073)
list-item: b) Attested copy of +2 Science Certificate. (968, 1043, 1182, 1056)
horti-banner: ADVERTISEMENT FOR RECRUITMENT OF HORTICULTURE EXTENSION WORKERS (CONTRACTUAL BASIS) (954, 601, 1486, 653)
opepa-posts-table (389, 1693, 927, 2074)
osic-cell-locations: Binika, Rampur, Biramaharajpur, Sonepur, Dungripali (523, 1214, 927, 1229)
form-field: 9. Telephone No.: Mobile No.: (954, 1792, 1176, 1807)
